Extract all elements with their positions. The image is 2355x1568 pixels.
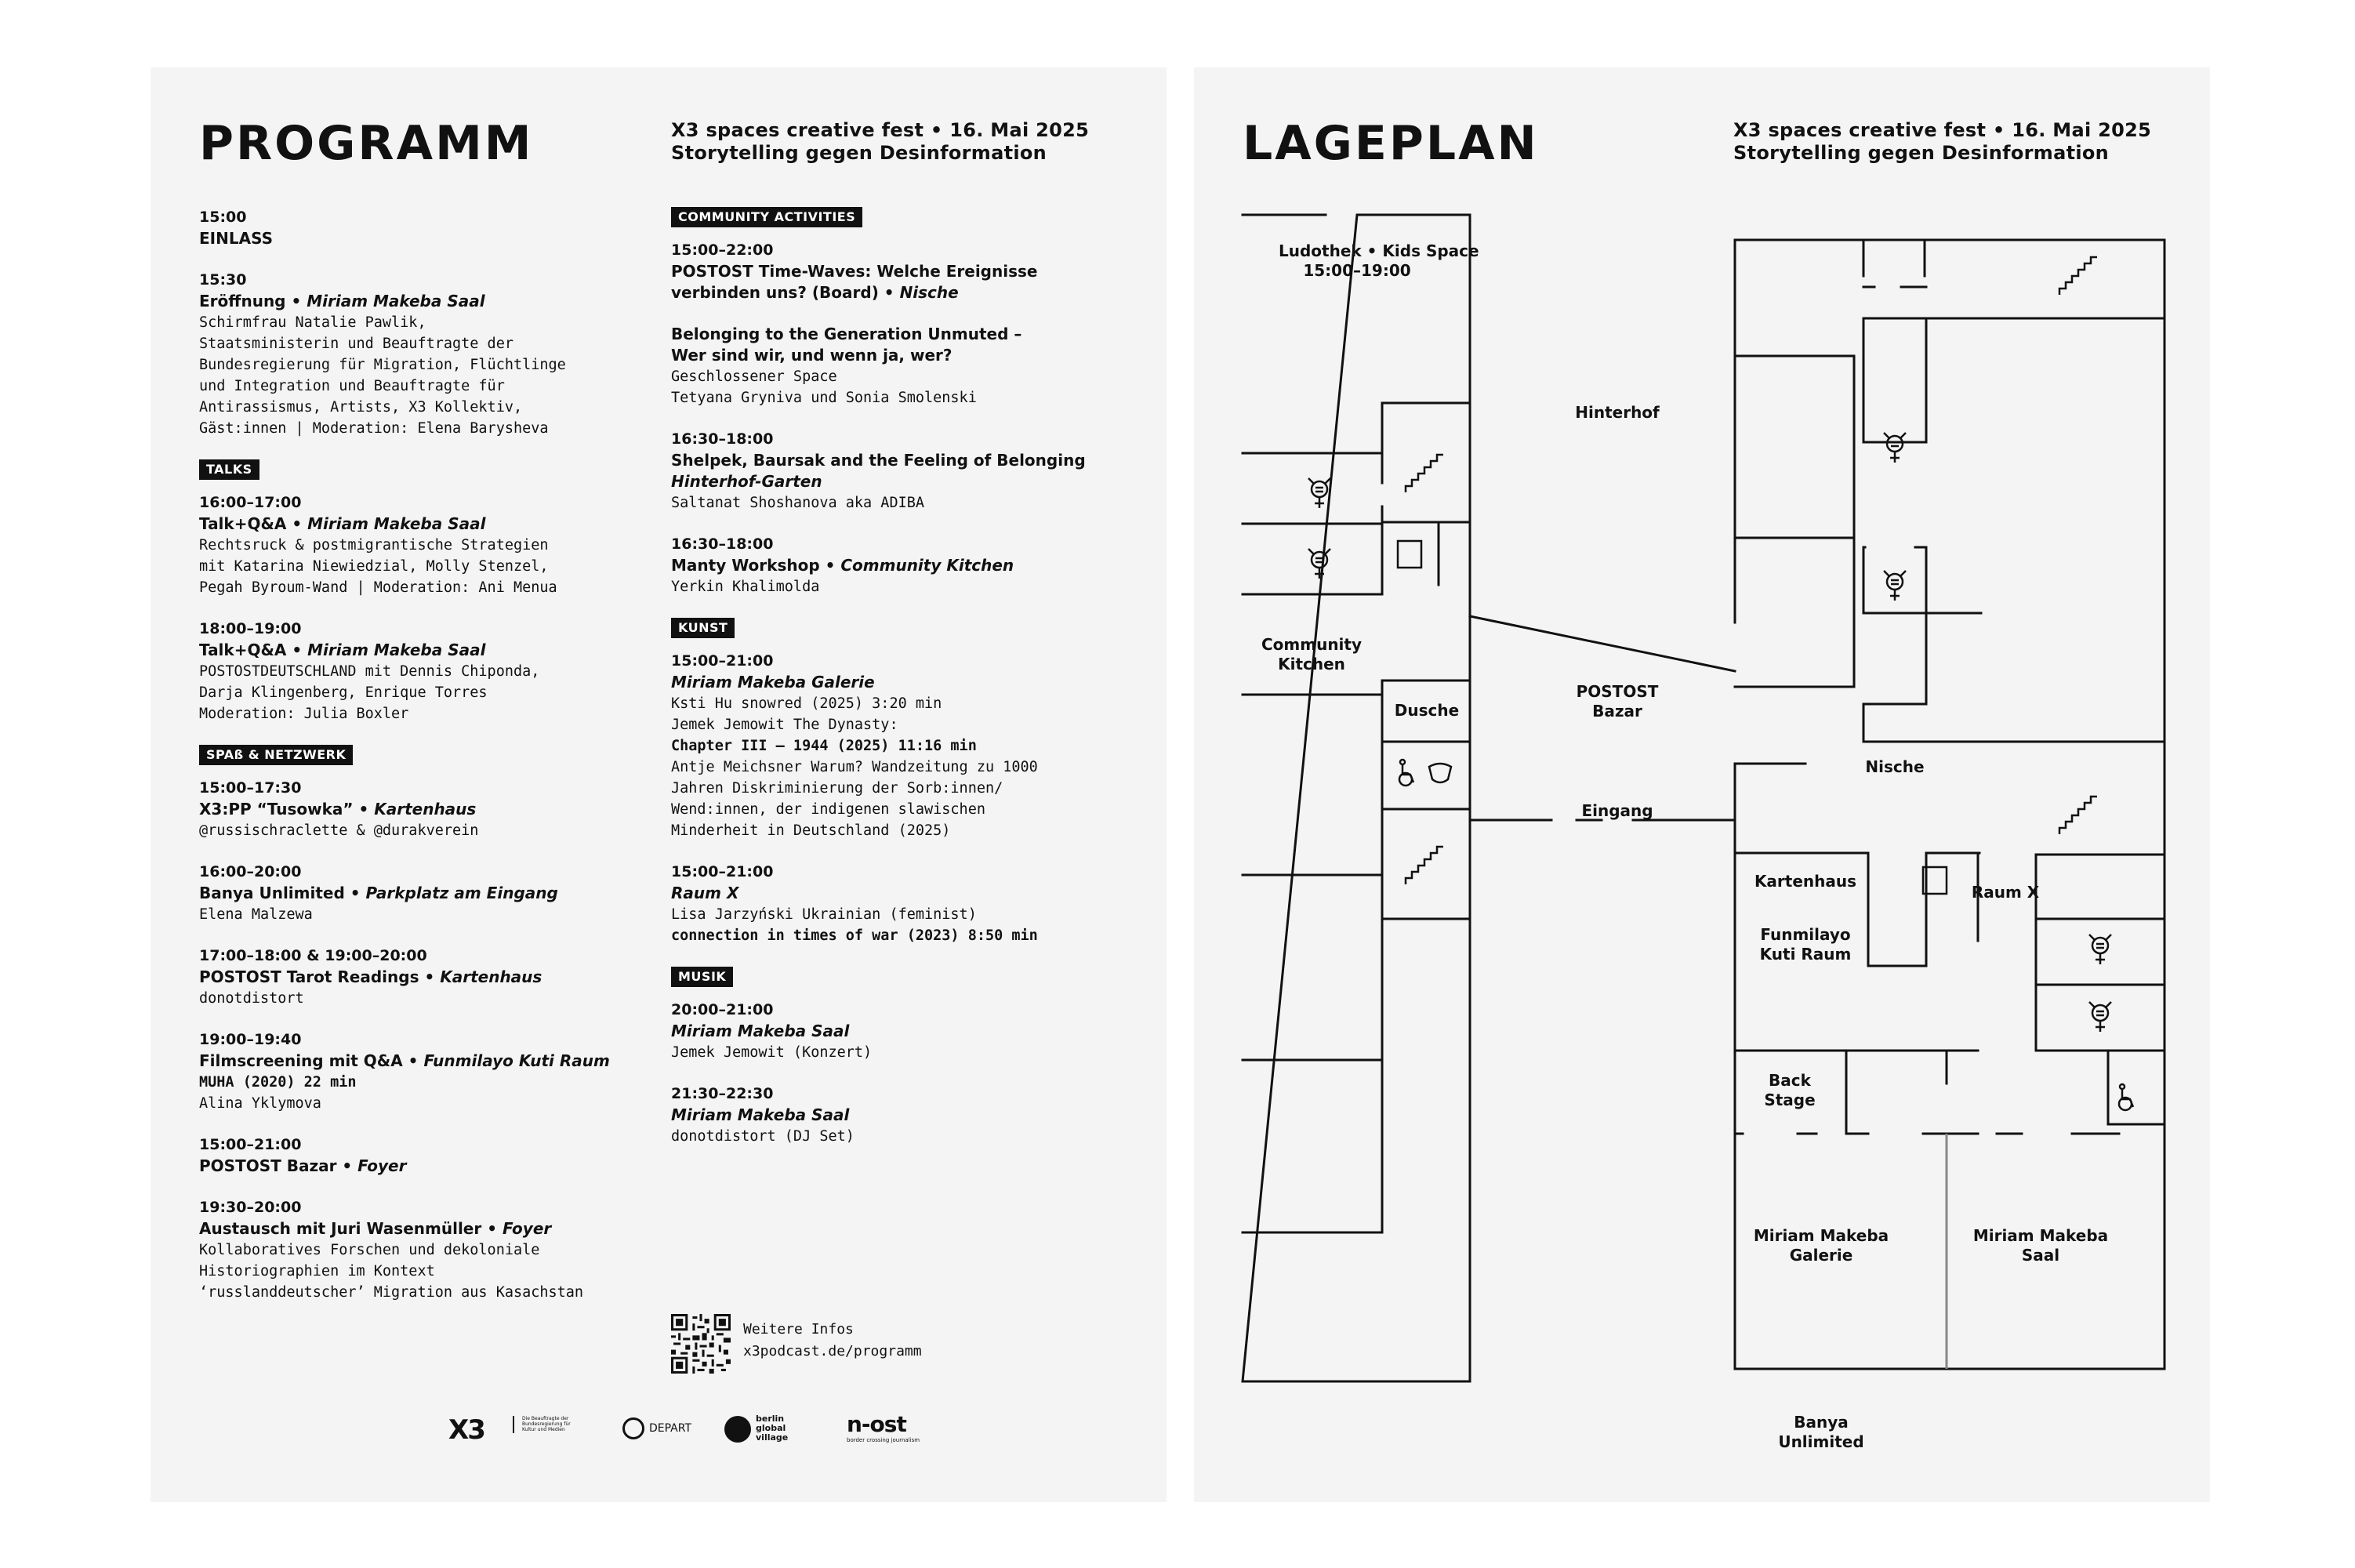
fest-title: X3 spaces creative fest • 16. Mai 2025	[671, 119, 1090, 141]
event-title	[199, 1218, 638, 1240]
room-eingang: Eingang	[1581, 801, 1653, 820]
event-title-text: Eröffnung •	[199, 292, 307, 310]
bkm-logo-text: Die Beauftragte der Bundesregierung für Kultur und Medien	[522, 1416, 571, 1432]
right-building-wall	[1735, 240, 2164, 1369]
event-title	[199, 967, 638, 988]
wall	[1846, 1051, 1978, 1134]
event-community-3	[671, 429, 1110, 514]
elevator-icon	[1398, 541, 1421, 568]
wall	[1382, 403, 1429, 477]
room-banya-unlimited	[1766, 1413, 1876, 1452]
event-desc: Elena Malzewa	[199, 906, 313, 923]
event-time: 15:00–22:00	[671, 241, 774, 259]
event-title	[199, 514, 638, 535]
event-title: EINLASS	[199, 229, 273, 248]
all-gender-wc-icon	[1308, 549, 1330, 579]
event-musik-2	[671, 1083, 1110, 1147]
event-spass-1	[199, 778, 638, 841]
event-title	[199, 1156, 638, 1177]
room-label: Banya	[1794, 1413, 1849, 1432]
baby-changing-icon	[1429, 764, 1451, 782]
event-title-text: Belonging to the Generation Unmuted –	[671, 325, 1022, 343]
event-title-text: Talk+Q&A •	[199, 514, 308, 533]
section-community	[671, 207, 1110, 597]
event-kunst-2	[671, 862, 1110, 946]
nost-logo-text: n-ost	[847, 1411, 906, 1437]
event-desc: connection in times of war (2023) 8:50 min	[671, 927, 1038, 944]
event-title	[199, 1051, 638, 1072]
event-desc: Jemek Jemowit The Dynasty:	[671, 717, 898, 733]
event-time: 15:00–21:00	[671, 652, 774, 670]
event-location: Raum X	[671, 884, 739, 902]
event-desc: Ksti Hu snowred (2025) 3:20 min	[671, 695, 942, 712]
room-backstage	[1743, 1071, 1837, 1110]
event-musik-1	[671, 1000, 1110, 1063]
wc-room	[1382, 742, 1470, 809]
event-desc: donotdistort (DJ Set)	[671, 1128, 855, 1145]
event-location: Nische	[899, 283, 959, 302]
event-desc: Minderheit in Deutschland (2025)	[671, 822, 951, 839]
bkm-logo	[513, 1416, 585, 1433]
event-title	[199, 883, 638, 904]
all-gender-wc-icon	[2089, 935, 2111, 964]
event-location: Miriam Makeba Saal	[671, 1022, 850, 1040]
event-talk-1	[199, 492, 638, 598]
wc-room	[1863, 318, 1926, 442]
fest-subtitle: Storytelling gegen Desinformation	[1733, 142, 2110, 164]
stairs-icon	[2059, 257, 2097, 295]
kunst-badge: KUNST	[671, 618, 735, 638]
event-desc: mit Katarina Niewiedzial, Molly Stenzel,	[199, 558, 549, 575]
event-desc: @russischraclette & @durakverein	[199, 822, 479, 839]
event-desc: Rechtsruck & postmigrantische Strategien	[199, 537, 549, 554]
event-spass-2	[199, 862, 638, 925]
raum-x-wall	[2036, 855, 2164, 919]
event-location: Parkplatz am Eingang	[365, 884, 558, 902]
lageplan-panel	[1194, 67, 2210, 1502]
event-time: 16:30–18:00	[671, 535, 774, 553]
event-location: Community Kitchen	[840, 556, 1014, 575]
room-raum-x: Raum X	[1971, 883, 2040, 902]
event-desc: Lisa Jarzyński Ukrainian (feminist)	[671, 906, 977, 923]
event-spass-5	[199, 1134, 638, 1177]
event-location: Hinterhof-Garten	[671, 472, 822, 491]
section-talks	[199, 459, 638, 724]
event-time: 16:00–20:00	[199, 863, 302, 880]
event-desc: Antirassismus, Artists, X3 Kollektiv,	[199, 399, 523, 416]
talks-badge: TALKS	[199, 459, 259, 480]
stair-room	[1382, 809, 1470, 919]
event-desc: Antje Meichsner Warum? Wandzeitung zu 1000	[671, 759, 1038, 775]
room-label: Ludothek • Kids Space	[1279, 241, 1479, 260]
event-time: 15:00	[199, 209, 247, 226]
event-title-text: Manty Workshop •	[671, 556, 841, 575]
nost-logo-sub: border crossing journalism	[847, 1437, 920, 1443]
programm-panel	[151, 67, 1167, 1502]
event-desc: MUHA (2020) 22 min	[199, 1074, 357, 1091]
event-title	[199, 640, 638, 661]
sponsor-logos	[448, 1411, 1044, 1450]
event-location: Miriam Makeba Saal	[307, 641, 486, 659]
connection-wall	[1470, 616, 1735, 671]
event-desc: Tetyana Gryniva und Sonia Smolenski	[671, 390, 977, 406]
community-badge: COMMUNITY ACTIVITIES	[671, 207, 862, 227]
section-spass	[199, 745, 638, 1303]
eagle-icon	[513, 1416, 519, 1433]
event-time: 21:30–22:30	[671, 1085, 774, 1102]
room-postost-bazar	[1562, 682, 1672, 721]
event-location: Funmilayo Kuti Raum	[423, 1051, 610, 1070]
event-time: 16:00–17:00	[199, 494, 302, 511]
event-title-text: Shelpek, Baursak and the Feeling of Belonging	[671, 451, 1086, 470]
event-kunst-1	[671, 651, 1110, 841]
room-funmilayo-kuti	[1743, 925, 1868, 964]
event-desc: Staatsministerin und Beauftragte der	[199, 336, 513, 352]
room-hinterhof: Hinterhof	[1575, 403, 1660, 422]
all-gender-wc-icon	[1884, 571, 1906, 601]
room-label: Galerie	[1789, 1246, 1853, 1265]
programm-title: PROGRAMM	[199, 116, 534, 171]
room-miriam-makeba-saal	[1962, 1226, 2119, 1265]
stairs-icon	[1406, 847, 1443, 884]
room-community-kitchen	[1249, 635, 1374, 674]
more-info-link[interactable]: x3podcast.de/programm	[743, 1343, 922, 1359]
event-location: Miriam Makeba Galerie	[671, 673, 875, 691]
depart-circle-icon	[622, 1417, 644, 1439]
berlin-global-village-text: berlin global village	[756, 1414, 789, 1443]
event-community-4	[671, 534, 1110, 597]
event-desc: Jahren Diskriminierung der Sorb:innen/	[671, 780, 1003, 797]
event-desc: Historiographien im Kontext	[199, 1263, 435, 1279]
qr-code-icon[interactable]	[671, 1314, 731, 1374]
event-title-text: Wer sind wir, und wenn ja, wer?	[671, 346, 953, 365]
room-label: Kitchen	[1278, 655, 1345, 673]
event-title-text: Talk+Q&A •	[199, 641, 308, 659]
room-label: Stage	[1764, 1091, 1816, 1109]
event-spass-4	[199, 1029, 638, 1114]
event-title-text: POSTOST Time-Waves: Welche Ereignisse	[671, 262, 1038, 281]
event-desc: Schirmfrau Natalie Pawlik,	[199, 314, 426, 331]
event-desc: Alina Yklymova	[199, 1095, 321, 1112]
room-label: Back	[1769, 1071, 1811, 1090]
depart-logo	[622, 1416, 701, 1443]
event-title-text: POSTOST Tarot Readings •	[199, 967, 441, 986]
fest-title: X3 spaces creative fest • 16. Mai 2025	[1733, 119, 2152, 141]
depart-logo-text: DEPART	[649, 1422, 692, 1435]
event-location: Foyer	[502, 1219, 552, 1238]
event-time: 15:00–21:00	[199, 1136, 302, 1153]
wall	[1863, 613, 1926, 742]
berlin-global-village-logo	[724, 1414, 818, 1446]
event-desc: Gäst:innen | Moderation: Elena Barysheva	[199, 420, 549, 437]
x3-logo: X3	[448, 1414, 484, 1446]
all-gender-wc-icon	[1884, 433, 1906, 463]
stairs-icon	[2059, 797, 2097, 834]
event-location: Foyer	[357, 1156, 407, 1175]
wall	[1382, 522, 1470, 593]
event-time: 18:00–19:00	[199, 620, 302, 637]
event-desc: und Integration und Beauftragte für	[199, 378, 505, 394]
room-label: Miriam Makeba	[1972, 1226, 2109, 1245]
event-title-text: verbinden uns? (Board) •	[671, 283, 900, 302]
room-label: Saal	[2021, 1246, 2060, 1265]
wheelchair-icon	[2119, 1084, 2133, 1110]
event-desc: Yerkin Khalimolda	[671, 579, 820, 595]
event-eroeffnung	[199, 270, 638, 439]
event-title-text: X3:PP “Tusowka” •	[199, 800, 375, 818]
event-community-2	[671, 324, 1110, 408]
event-title	[671, 282, 1110, 303]
room-ludothek	[1279, 241, 1479, 281]
event-time: 20:00–21:00	[671, 1001, 774, 1018]
event-desc: ‘russlanddeutscher’ Migration aus Kasachstan	[199, 1284, 584, 1301]
room-label: Funmilayo	[1760, 925, 1851, 944]
room-label: POSTOST	[1576, 682, 1659, 701]
room-miriam-makeba-galerie	[1743, 1226, 1900, 1265]
room-label: Miriam Makeba	[1753, 1226, 1889, 1245]
programm-column-right	[671, 207, 1110, 1167]
floor-plan	[1194, 67, 2210, 1502]
event-desc: Geschlossener Space	[671, 368, 837, 385]
event-time: 16:30–18:00	[671, 430, 774, 448]
event-desc: Wend:innen, der indigenen slawischen	[671, 801, 985, 818]
event-einlass	[199, 207, 638, 249]
event-location: Kartenhaus	[374, 800, 477, 818]
wall	[2108, 1051, 2164, 1124]
room-label: Community	[1261, 635, 1363, 654]
room-label: Kuti Raum	[1759, 945, 1852, 964]
musik-badge: MUSIK	[671, 967, 733, 987]
event-title	[199, 799, 638, 820]
event-desc: POSTOSTDEUTSCHLAND mit Dennis Chiponda,	[199, 663, 540, 680]
event-spass-3	[199, 946, 638, 1009]
globe-icon	[724, 1416, 751, 1443]
section-musik	[671, 967, 1110, 1147]
more-info	[743, 1319, 922, 1363]
event-title	[199, 291, 638, 312]
event-time: 17:00–18:00 & 19:00–20:00	[199, 947, 427, 964]
nost-logo	[847, 1411, 941, 1443]
event-time: 15:00–17:30	[199, 779, 302, 797]
event-location: Miriam Makeba Saal	[671, 1105, 850, 1124]
room-dusche: Dusche	[1394, 701, 1460, 720]
event-time: 15:30	[199, 271, 247, 289]
event-location: Kartenhaus	[440, 967, 542, 986]
event-community-1	[671, 240, 1110, 303]
event-desc: Moderation: Julia Boxler	[199, 706, 409, 722]
event-spass-6	[199, 1197, 638, 1303]
section-kunst	[671, 618, 1110, 946]
programm-column-left	[199, 207, 638, 1323]
lageplan-title: LAGEPLAN	[1243, 116, 1539, 171]
event-title	[671, 555, 1110, 576]
all-gender-wc-icon	[1308, 478, 1330, 508]
wheelchair-icon	[1399, 760, 1413, 786]
wall	[1735, 356, 1854, 687]
event-location: Miriam Makeba Saal	[307, 514, 486, 533]
event-desc: Bundesregierung für Migration, Flüchtlinge	[199, 357, 566, 373]
event-desc: Pegah Byroum-Wand | Moderation: Ani Menua	[199, 579, 557, 596]
event-title-text: Filmscreening mit Q&A •	[199, 1051, 424, 1070]
event-desc: donotdistort	[199, 990, 304, 1007]
event-desc: Chapter III – 1944 (2025) 11:16 min	[671, 738, 977, 754]
fest-subtitle: Storytelling gegen Desinformation	[671, 142, 1047, 164]
room-label: Unlimited	[1778, 1432, 1864, 1451]
room-kartenhaus: Kartenhaus	[1754, 872, 1857, 891]
fest-header	[671, 119, 1089, 165]
event-desc: Darja Klingenberg, Enrique Torres	[199, 684, 488, 701]
event-time: 19:00–19:40	[199, 1031, 302, 1048]
event-title-text: POSTOST Bazar •	[199, 1156, 358, 1175]
spass-badge: SPAß & NETZWERK	[199, 745, 353, 765]
stairs-icon	[1406, 455, 1443, 492]
event-title-text: Austausch mit Juri Wasenmüller •	[199, 1219, 503, 1238]
event-desc: Saltanat Shoshanova aka ADIBA	[671, 495, 925, 511]
event-time: 15:00–21:00	[671, 863, 774, 880]
more-info-label: Weitere Infos	[743, 1321, 854, 1338]
event-talk-2	[199, 619, 638, 724]
room-time: 15:00–19:00	[1303, 261, 1411, 280]
event-desc: Jemek Jemowit (Konzert)	[671, 1044, 873, 1061]
event-title-text: Banya Unlimited •	[199, 884, 366, 902]
event-location: Miriam Makeba Saal	[307, 292, 485, 310]
all-gender-wc-icon	[2089, 1002, 2111, 1032]
left-building-wall	[1243, 215, 1479, 1381]
room-label: Bazar	[1592, 702, 1642, 720]
room-nische: Nische	[1865, 757, 1925, 776]
event-desc: Kollaboratives Forschen und dekoloniale	[199, 1242, 540, 1258]
event-time: 19:30–20:00	[199, 1199, 302, 1216]
